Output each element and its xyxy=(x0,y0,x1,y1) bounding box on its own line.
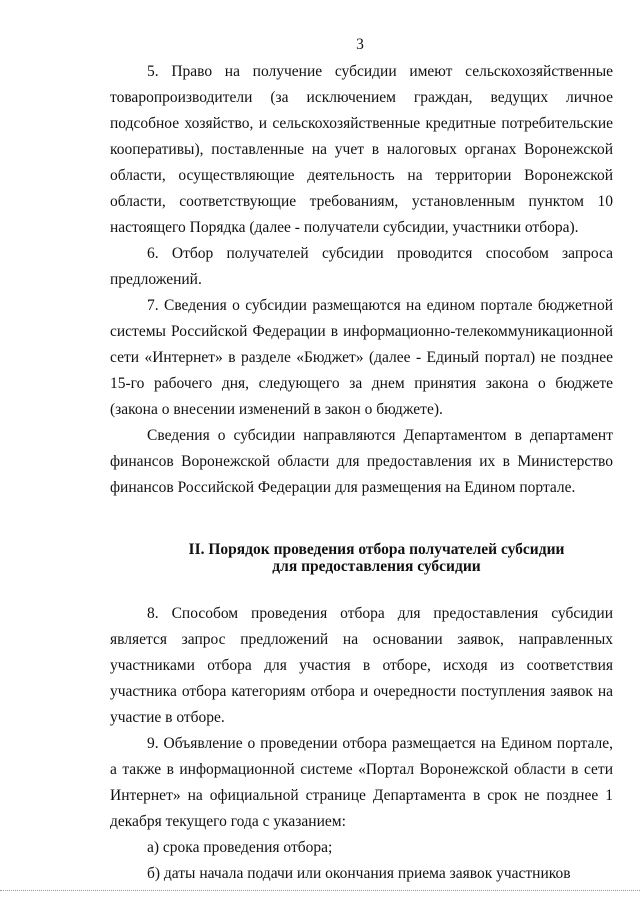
paragraph-7: 7. Сведения о субсидии размещаются на едином портале бюджетной системы Российской Федерации в информационно-телекоммуникационной сети «Интернет» в разделе «Бюджет» (далее - Единый портал) не позднее 15-го рабочего дня, следующего за днем принятия закона о бюджете (закона о внесении изменений в закон о бюджете). xyxy=(110,297,613,418)
page-number: 3 xyxy=(356,36,364,53)
document-body xyxy=(110,59,613,887)
paragraph-9: 9. Объявление о проведении отбора размещается на Едином портале, а также в информационной системе «Портал Воронежской области в сети Интернет» на официальной странице Департамента в срок не позднее 1 декабря текущего года с указанием: xyxy=(110,735,613,830)
paragraph-6: 6. Отбор получателей субсидии проводится способом запроса предложений. xyxy=(110,245,613,288)
paragraph-8: 8. Способом проведения отбора для предоставления субсидии является запрос предложений на основании заявок, направленных участниками отбора для участия в отборе, исходя из соответствия участника отбора категориям отбора и очередности поступления заявок на участие в отборе. xyxy=(110,605,613,726)
section-heading-line-2: для предоставления субсидии xyxy=(272,558,481,575)
section-heading-line-1: II. Порядок проведения отбора получателей субсидии xyxy=(188,541,565,558)
list-item-b: б) даты начала подачи или окончания приема заявок участников xyxy=(147,865,571,882)
list-item-a: а) срока проведения отбора; xyxy=(147,839,333,856)
page-bottom-divider xyxy=(0,890,640,891)
paragraph-5: 5. Право на получение субсидии имеют сельскохозяйственные товаропроизводители (за исключением граждан, ведущих личное подсобное хозяйство, и сельскохозяйственные кредитные потребительские кооперативы), поставленные на учет в налоговых органах Воронежской области, осуществляющие деятельность на территории Воронежской области, соответствующие требованиям, установленным пунктом 10 настоящего Порядка (далее - получатели субсидии, участники отбора). xyxy=(110,63,613,236)
paragraph-7-continuation: Сведения о субсидии направляются Департаментом в департамент финансов Воронежской области для предоставления их в Министерство финансов Российской Федерации для размещения на Едином портале. xyxy=(110,427,613,496)
section-heading xyxy=(110,541,613,575)
